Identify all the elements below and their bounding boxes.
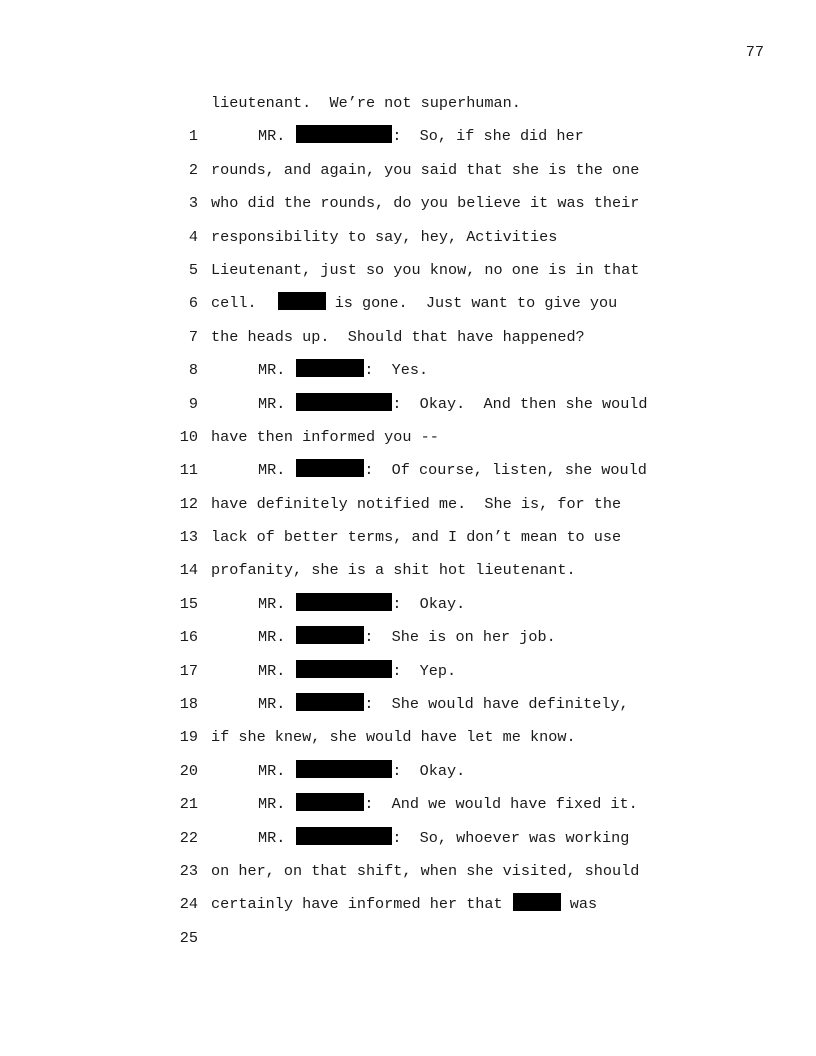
line-text: MR. : She would have definitely, xyxy=(258,695,629,714)
line-number: 17 xyxy=(179,661,198,680)
line-number: 2 xyxy=(188,160,198,179)
line-number: 18 xyxy=(179,695,198,714)
line-number: 1 xyxy=(188,127,198,146)
line-text: who did the rounds, do you believe it was their xyxy=(211,194,640,213)
redaction-block xyxy=(296,393,392,411)
line-number: 8 xyxy=(188,361,198,380)
line-text: have then informed you -- xyxy=(211,427,439,446)
line-text: the heads up. Should that have happened? xyxy=(211,327,585,346)
redaction-block xyxy=(296,693,364,711)
line-number: 21 xyxy=(179,795,198,814)
line-text: rounds, and again, you said that she is the one xyxy=(211,160,640,179)
transcript-line xyxy=(170,888,730,947)
speaker-prefix: MR. xyxy=(258,628,286,647)
line-text: MR. : So, if she did her xyxy=(258,127,584,146)
redaction-block xyxy=(296,626,364,644)
line-text: MR. : And we would have fixed it. xyxy=(258,795,638,814)
redaction-block xyxy=(513,893,561,911)
redaction-block xyxy=(296,760,392,778)
speaker-prefix: MR. xyxy=(258,795,286,814)
line-text: if she knew, she would have let me know. xyxy=(211,728,576,747)
line-number: 24 xyxy=(179,895,198,914)
line-text: responsibility to say, hey, Activities xyxy=(211,227,558,246)
redaction-block xyxy=(296,827,392,845)
line-text: MR. : Yep. xyxy=(258,661,457,680)
redaction-block xyxy=(296,459,364,477)
transcript-body xyxy=(170,87,730,947)
redaction-block xyxy=(278,292,326,310)
line-text: MR. : Yes. xyxy=(258,361,429,380)
line-number: 4 xyxy=(188,227,198,246)
line-number: 12 xyxy=(179,494,198,513)
line-number: 15 xyxy=(179,594,198,613)
speaker-prefix: MR. xyxy=(258,127,286,146)
line-text: lack of better terms, and I don’t mean to use xyxy=(211,528,622,547)
line-text: cell. is gone. Just want to give you xyxy=(211,294,618,313)
line-number: 25 xyxy=(179,928,198,947)
page-number: 77 xyxy=(745,43,764,61)
speaker-prefix: MR. xyxy=(258,394,286,413)
speaker-prefix: MR. xyxy=(258,361,286,380)
redaction-block xyxy=(296,359,364,377)
line-number: 7 xyxy=(188,327,198,346)
line-number: 11 xyxy=(179,461,198,480)
redaction-block xyxy=(296,660,392,678)
line-text: MR. : Okay. xyxy=(258,594,466,613)
line-text: certainly have informed her that was xyxy=(211,895,598,914)
speaker-prefix: MR. xyxy=(258,695,286,714)
line-text: MR. : So, whoever was working xyxy=(258,828,630,847)
line-text: have definitely notified me. She is, for the xyxy=(211,494,622,513)
redaction-block xyxy=(296,793,364,811)
line-text: MR. : Okay. And then she would xyxy=(258,394,648,413)
line-number: 5 xyxy=(188,260,198,279)
speaker-prefix: MR. xyxy=(258,594,286,613)
line-number: 14 xyxy=(179,561,198,580)
line-text: MR. : She is on her job. xyxy=(258,628,556,647)
line-text: Lieutenant, just so you know, no one is in that xyxy=(211,260,640,279)
speaker-prefix: MR. xyxy=(258,661,286,680)
speaker-prefix: MR. xyxy=(258,828,286,847)
line-text: lieutenant. We’re not superhuman. xyxy=(211,94,521,112)
redaction-block xyxy=(296,125,392,143)
line-number: 6 xyxy=(188,294,198,313)
line-number: 16 xyxy=(179,628,198,647)
redaction-block xyxy=(296,593,392,611)
line-number: 3 xyxy=(188,194,198,213)
line-text: MR. : Okay. xyxy=(258,761,466,780)
line-number: 23 xyxy=(179,862,198,880)
line-number: 9 xyxy=(188,394,198,413)
line-number: 10 xyxy=(179,427,198,446)
speaker-prefix: MR. xyxy=(258,761,286,780)
speaker-prefix: MR. xyxy=(258,461,286,480)
line-number: 19 xyxy=(179,728,198,747)
line-text: profanity, she is a shit hot lieutenant. xyxy=(211,561,576,580)
line-number: 13 xyxy=(179,528,198,547)
line-number: 20 xyxy=(179,761,198,780)
line-number: 22 xyxy=(179,828,198,847)
line-text: on her, on that shift, when she visited, should xyxy=(211,861,640,880)
line-text: MR. : Of course, listen, she would xyxy=(258,461,647,480)
